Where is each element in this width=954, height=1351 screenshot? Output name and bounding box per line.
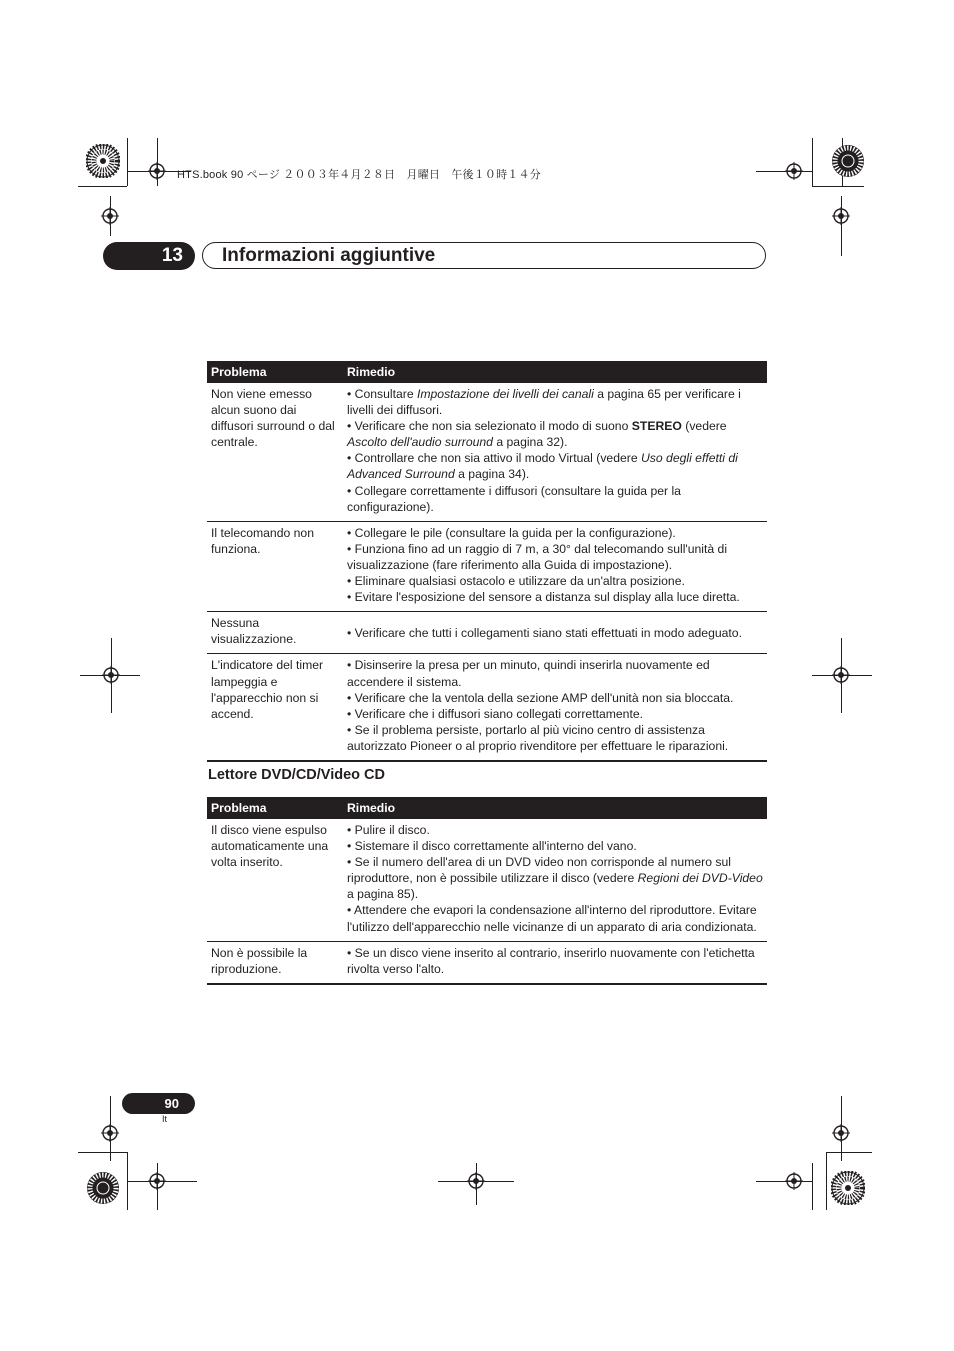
remedy-item: • Verificare che non sia selezionato il modo di suono STEREO (vedere Ascolto dell'audio surround a pagina 32).: [347, 419, 727, 450]
remedy-cell: [344, 522, 767, 611]
registration-crosshair-icon: [785, 162, 803, 180]
remedy-item: • Eliminare qualsiasi ostacolo e utilizzare da un'altra posizione.: [347, 574, 685, 589]
table-bottom-rule: [207, 983, 767, 985]
troubleshooting-table: [207, 797, 767, 985]
remedy-item: • Collegare correttamente i diffusori (consultare la guida per la configurazione).: [347, 483, 681, 514]
registration-crosshair-icon: [785, 1172, 803, 1190]
remedy-item: • Verificare che tutti i collegamenti siano stati effettuati in modo adeguato.: [347, 625, 742, 640]
problem-cell: Nessuna visualizzazione.: [211, 616, 297, 647]
table-header: [207, 797, 767, 819]
table-row: [207, 611, 767, 653]
table-row: [207, 941, 767, 983]
starburst-target-icon: [86, 144, 120, 178]
remedy-item: • Sistemare il disco correttamente all'interno del vano.: [347, 839, 637, 854]
remedy-cell: [344, 942, 767, 983]
remedy-item: • Funziona fino ad un raggio di 7 m, a 30° dal telecomando sull'unità di visualizzazione (fare riferimento alla Guida di impostazione).: [347, 541, 728, 572]
starburst-target-icon: [86, 1171, 120, 1205]
registration-crosshair-icon: [102, 666, 120, 684]
section-heading: Lettore DVD/CD/Video CD: [208, 767, 385, 783]
column-header-remedy: Rimedio: [347, 364, 396, 379]
remedy-item: • Consultare Impostazione dei livelli dei canali a pagina 65 per verificare i livelli dei diffusori.: [347, 387, 741, 418]
remedy-item: • Verificare che la ventola della sezione AMP dell'unità non sia bloccata.: [347, 690, 734, 705]
chapter-title: Informazioni aggiuntive: [222, 245, 436, 266]
registration-crosshair-icon: [467, 1172, 485, 1190]
remedy-cell: [344, 654, 767, 760]
remedy-item: • Verificare che i diffusori siano collegati correttamente.: [347, 706, 644, 721]
problem-cell: Il telecomando non funziona.: [211, 525, 314, 556]
remedy-cell: [344, 612, 767, 653]
table-row: [207, 653, 767, 760]
registration-crosshair-icon: [832, 1124, 850, 1142]
registration-crosshair-icon: [101, 1124, 119, 1142]
table-bottom-rule: [207, 760, 767, 762]
language-code: It: [162, 1114, 168, 1124]
remedy-cell: [344, 819, 767, 941]
remedy-item: • Disinserire la presa per un minuto, quindi inserirla nuovamente ed accendere il sistema.: [347, 658, 710, 689]
remedy-cell: [344, 383, 767, 521]
print-header: HTS.book 90 ページ ２００３年４月２８日 月曜日 午後１０時１４分: [177, 169, 541, 181]
remedy-item: • Attendere che evapori la condensazione all'interno del riproduttore. Evitare l'utilizzo dell'apparecchio nelle vicinanze di un apparato di aria condizionata.: [347, 903, 757, 934]
remedy-item: • Controllare che non sia attivo il modo Virtual (vedere Uso degli effetti di Advanced Surround a pagina 34).: [347, 451, 738, 482]
problem-cell: Il disco viene espulso automaticamente una volta inserito.: [211, 823, 329, 870]
remedy-item: • Pulire il disco.: [347, 823, 430, 837]
chapter-number: 13: [103, 242, 195, 270]
starburst-target-icon: [831, 1171, 865, 1205]
problem-cell: Non viene emesso alcun suono dai diffusori surround o dal centrale.: [211, 387, 335, 450]
table-header: [207, 361, 767, 383]
remedy-item: • Evitare l'esposizione del sensore a distanza sul display alla luce diretta.: [347, 590, 740, 605]
starburst-target-icon: [831, 144, 865, 178]
problem-cell: Non è possibile la riproduzione.: [211, 945, 308, 976]
table-row: [207, 383, 767, 521]
table-row: [207, 521, 767, 611]
page-number: 90: [122, 1093, 195, 1114]
problem-cell: L'indicatore del timer lampeggia e l'apparecchio non si accend.: [211, 658, 324, 721]
column-header-problem: Problema: [211, 800, 267, 815]
remedy-item: • Se un disco viene inserito al contrario, inserirlo nuovamente con l'etichetta rivolta verso l'alto.: [347, 945, 755, 976]
remedy-item: • Se il numero dell'area di un DVD video non corrisponde al numero sul riproduttore, non è possibile utilizzare il disco (vedere Regioni dei DVD-Video a pagina 85).: [347, 855, 763, 902]
column-header-problem: Problema: [211, 364, 267, 379]
registration-crosshair-icon: [832, 207, 850, 225]
column-header-remedy: Rimedio: [347, 800, 396, 815]
remedy-item: • Se il problema persiste, portarlo al più vicino centro di assistenza autorizzato Pioneer o al proprio rivenditore per effettuare le riparazioni.: [347, 722, 729, 753]
table-row: [207, 819, 767, 941]
registration-crosshair-icon: [832, 666, 850, 684]
registration-crosshair-icon: [148, 162, 166, 180]
registration-crosshair-icon: [101, 207, 119, 225]
registration-crosshair-icon: [148, 1172, 166, 1190]
troubleshooting-table: [207, 361, 767, 762]
remedy-item: • Collegare le pile (consultare la guida per la configurazione).: [347, 525, 676, 540]
